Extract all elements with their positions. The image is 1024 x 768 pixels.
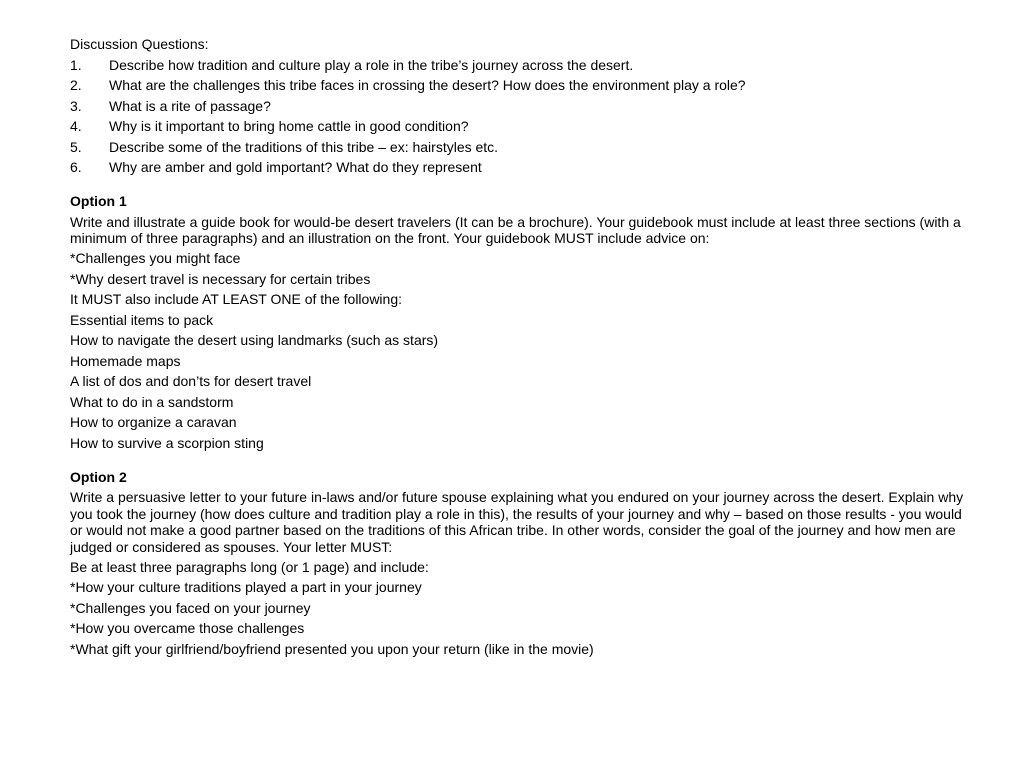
option1-line: Homemade maps — [70, 352, 181, 369]
question-number: 1. — [70, 56, 82, 73]
option2-paragraph: Write a persuasive letter to your future in-laws and/or future spouse explaining what you endured on your journey across the desert. Explain why you took the journey (how does culture and tradition play a role in this), the results of your journey and why – based on those results - you would or would not make a good partner based on the traditions of this African tribe. In other words, consider the goal of the journey and how men are judged or considered as spouses. Your letter MUST: — [70, 489, 964, 555]
option1-line: *Challenges you might face — [70, 250, 241, 266]
option1-paragraph: Write and illustrate a guide book for would-be desert travelers (It can be a brochure). Your guidebook must include at least three sections (with a minimum of three paragraphs) and an illustration on the front. Your guidebook MUST include advice on: — [70, 213, 961, 246]
option2-line: *Challenges you faced on your journey — [70, 599, 311, 616]
option2-heading: Option 2 — [70, 468, 127, 485]
option1-line: How to organize a caravan — [70, 414, 237, 430]
option1-line: How to survive a scorpion sting — [70, 434, 264, 451]
question-number: 5. — [70, 138, 82, 155]
question-text: Describe some of the traditions of this tribe – ex: hairstyles etc. — [109, 138, 499, 155]
option1-line: A list of dos and don’ts for desert travel — [70, 373, 312, 389]
option1-line: *Why desert travel is necessary for certain tribes — [70, 270, 371, 287]
question-text: What is a rite of passage? — [109, 97, 271, 114]
question-text: Why are amber and gold important? What do they represent — [109, 159, 482, 175]
discussion-question — [70, 118, 975, 135]
option2-list — [70, 559, 975, 658]
question-text: What are the challenges this tribe faces in crossing the desert? How does the environment play a role? — [109, 77, 746, 93]
slide-content — [70, 36, 975, 661]
discussion-title: Discussion Questions: — [70, 36, 209, 52]
option1-line: How to navigate the desert using landmarks (such as stars) — [70, 332, 439, 348]
option1-heading: Option 1 — [70, 193, 127, 209]
discussion-question — [70, 159, 975, 176]
discussion-question — [70, 139, 975, 156]
option2-line: *What gift your girlfriend/boyfriend presented you upon your return (like in the movie) — [70, 640, 594, 657]
option2-line: Be at least three paragraphs long (or 1 page) and include: — [70, 558, 429, 575]
question-number: 6. — [70, 159, 82, 175]
option1-line: What to do in a sandstorm — [70, 393, 234, 410]
discussion-question — [70, 77, 975, 94]
discussion-question-list — [70, 57, 975, 177]
option1-line: It MUST also include AT LEAST ONE of the following: — [70, 291, 403, 307]
question-text: Why is it important to bring home cattle in good condition? — [109, 118, 469, 134]
option1-list — [70, 250, 975, 452]
question-number: 4. — [70, 118, 82, 134]
option2-line: *How you overcame those challenges — [70, 620, 305, 636]
option1-line: Essential items to pack — [70, 311, 214, 328]
discussion-question — [70, 98, 975, 115]
question-number: 3. — [70, 97, 82, 114]
question-text: Describe how tradition and culture play a role in the tribe’s journey across the desert. — [109, 56, 634, 73]
discussion-question — [70, 57, 975, 74]
question-number: 2. — [70, 77, 82, 93]
option2-line: *How your culture traditions played a part in your journey — [70, 579, 422, 595]
